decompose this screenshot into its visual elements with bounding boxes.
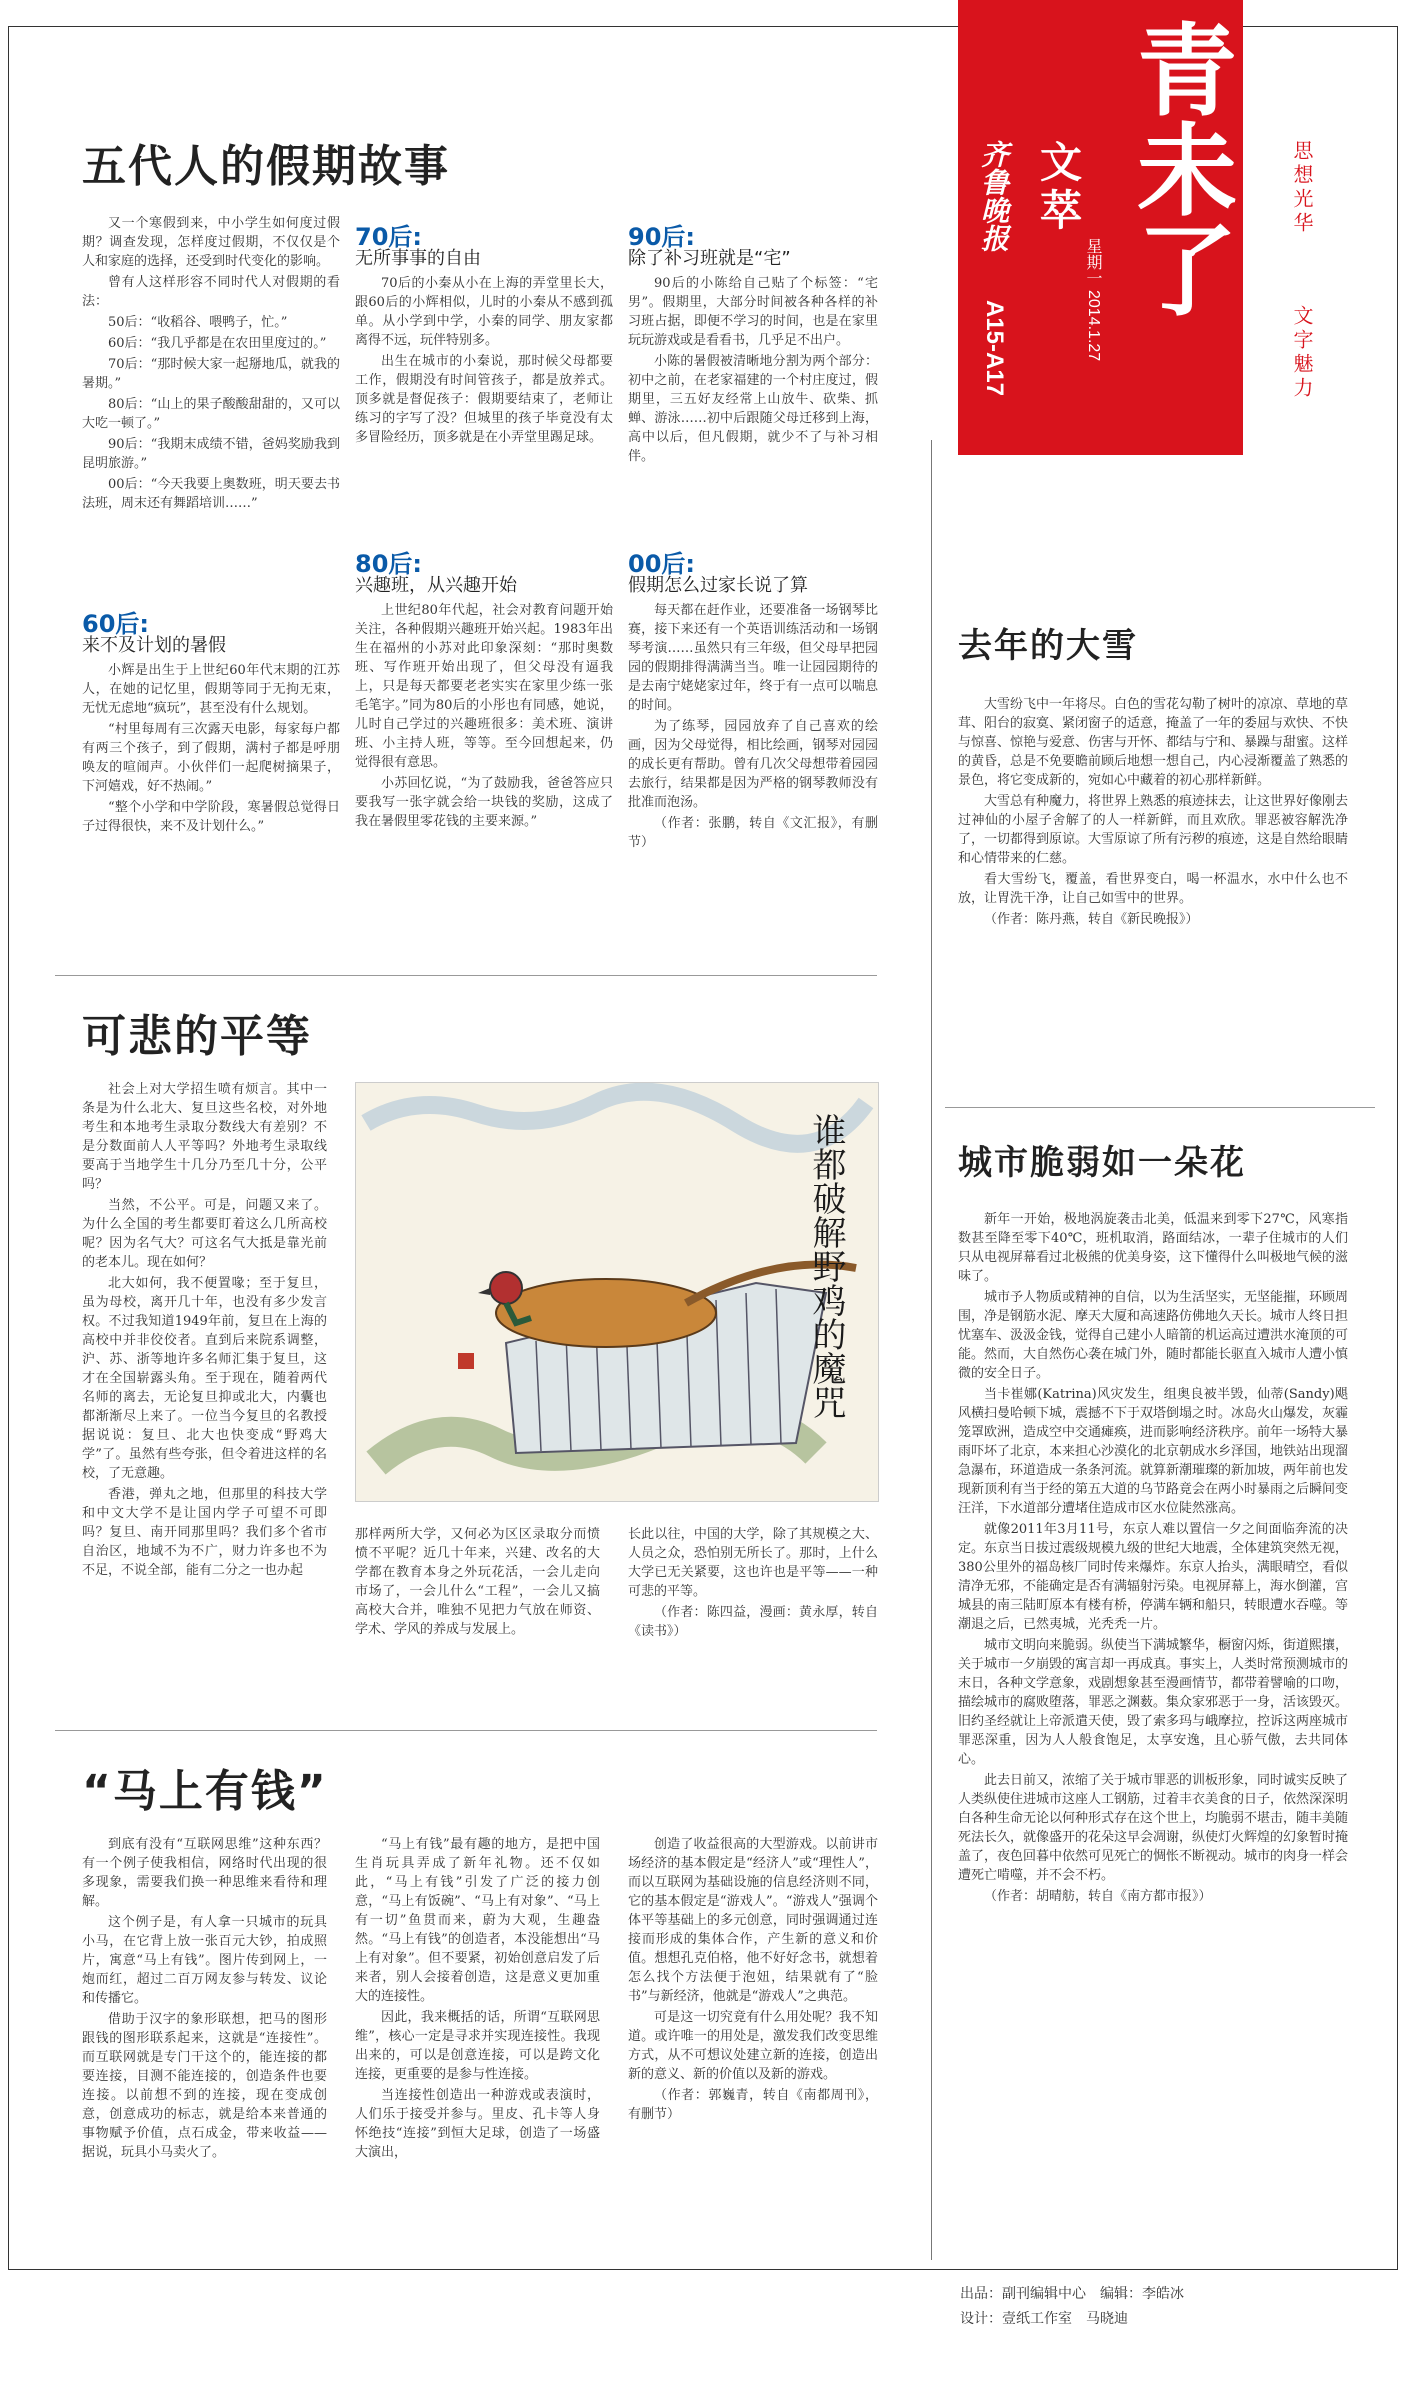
article3-col3 [628,1835,878,2124]
paragraph: 社会上对大学招生喷有烦言。其中一条是为什么北大、复旦这些名校，对外地考生和本地考生录取分数线大有差别？不是分数面前人人平等吗？外地考生录取线要高于当地学生十几分乃至几十分，公平吗？ [82,1082,327,1192]
article2-col1 [82,1080,327,1582]
paragraph: 此去日前又，浓缩了关于城市罪恶的训板形象，同时诚实反映了人类纵使住进城市这座人工钢筋，过着丰衣美食的日子，依然深深明白各种生命无论以何种形式存在这个世上，均脆弱不堪击，随丰美随死法长久，就像盛开的花朵这早会凋谢，纵使灯火辉煌的幻象暂时掩盖了，夜色回暮中依然可见死亡的惆怅不断视动。城市的肉身一样会遭死亡啃噬，并不会不朽。 [958,1773,1349,1883]
masthead-block [958,0,1243,455]
paragraph: 00后：“今天我要上奥数班，明天要去书法班，周末还有舞蹈培训……” [82,477,340,511]
footer-credits-2: 设计：壹纸工作室 马晓迪 [960,2311,1128,2327]
era-label: 00后: [628,550,695,578]
article3-title: “马上有钱” [82,1766,328,1817]
paragraph: 每天都在赶作业，还要准备一场钢琴比赛，接下来还有一个英语训练活动和一场钢琴考演……虽然只有三年级，但父母早把园园的假期排得满满当当。唯一让园园期待的是去南宁姥姥家过年，终于有一点可以喘息的时间。 [628,603,878,713]
article4-title: 去年的大雪 [958,626,1138,666]
article3-col2 [355,1835,600,2164]
paragraph: 借助于汉字的象形联想，把马的图形跟钱的图形联系起来，这就是“连接性”。而互联网就是专门干这个的，能连接的都要连接，目测不能连接的，创造条件也要连接。以前想不到的连接，现在变成创意，创意成功的标志，就是给本来普通的事物赋予价值，点石成金，带来收益——据说，玩具小马卖火了。 [82,2012,327,2160]
paragraph: 看大雪纷飞，覆盖，看世界变白，喝一杯温水，水中什么也不放，让胃洗干净，让自己如雪中的世界。 [958,872,1348,906]
slogan-1: 思想光华 [1290,140,1314,236]
paragraph: 新年一开始，极地涡旋袭击北美，低温来到零下27℃，风寒指数甚至降至零下40℃，班机取消，路面结冰，一辈子住城市的人们只从电视屏幕看过北极熊的优美身姿，这下懂得什么叫极地气候的滋味了。 [958,1212,1349,1284]
section-title: 来不及计划的暑假 [82,635,226,656]
paragraph: 90后的小陈给自己贴了个标签：“宅男”。假期里，大部分时间被各种各样的补习班占据，即便不学习的时间，也是在家里玩玩游戏或是看看书，几乎足不出户。 [628,276,878,348]
article2-title: 可悲的平等 [82,1011,312,1062]
paragraph: 这个例子是，有人拿一只城市的玩具小马，在它背上放一张百元大钞，拍成照片，寓意“马上有钱”。图片传到网上，一炮而红，超过二百万网友参与转发、议论和传播它。 [82,1915,327,2006]
page-range: A15-A17 [981,300,1008,397]
section-title: 无所事事的自由 [355,248,481,269]
section-title: 除了补习班就是“宅” [628,248,791,269]
paragraph: 香港，弹丸之地，但那里的科技大学和中文大学不是让国内学子可望不可即吗？复旦、南开同那里吗？我们多个省市自治区，地域不为不广，财力许多也不为不足，不说全部，能有二分之一也办起 [82,1487,327,1578]
paragraph: 小陈的暑假被清晰地分割为两个部分：初中之前，在老家福建的一个村庄度过，假期里，三五好友经常上山放牛、砍柴、抓蝉、游泳……初中后跟随父母迁移到上海，高中以后，但凡假期，就少不了与补习相伴。 [628,354,878,464]
era-label: 60后: [82,610,149,638]
section-60s [82,610,340,838]
divider-right-middle [945,1107,1375,1108]
paragraph: 出生在城市的小秦说，那时候父母都要工作，假期没有时间管孩子，都是放养式。顶多就是督促孩子：假期要结束了，老师让练习的字写了没？但城里的孩子毕竟没有太多冒险经历，顶多就是在小弄堂里踢足球。 [355,354,613,445]
section-name: 文萃 [1034,140,1083,236]
era-label: 70后: [355,223,422,251]
column-divider-right [931,440,932,2260]
paragraph: 大雪纷飞中一年将尽。白色的雪花勾勒了树叶的凉凉、草地的草茸、阳台的寂寞、紧闭窗子的适意，掩盖了一年的委屈与欢快、不快与惊喜、惊艳与爱意、伤害与开怀、都结与宁和、暴躁与甜蜜。这样的黄昏，总是不免要瞻前顾后地想一想自己，内心浸渐覆盖了熟悉的景色，将它变成新的，宛如心中藏着的初心那样新鲜。 [958,697,1349,788]
section-70s [355,223,613,449]
section-title: 兴趣班，从兴趣开始 [355,575,517,596]
paragraph: “村里每周有三次露天电影，每家每户都有两三个孩子，到了假期，满村子都是呼朋唤友的喧闹声。小伙伴们一起爬树摘果子，下河嬉戏，好不热闹。” [82,722,340,794]
issue-date: 2014.1.27 [1085,290,1102,362]
article-credit: （作者：陈丹燕，转自《新民晚报》） [984,912,1199,927]
paragraph: 城市予人物质或精神的自信，以为生活坚实，无坚能摧，环顾周围，净是钢筋水泥、摩天大厦和高速路仿佛地久天长。城市人终日担忧塞车、汲汲金钱，觉得自己建小人暗箭的机运高过遭洪水淹顶的可能。然而，大自然伤心袭在城门外，随时都能长驱直入城市人遭小慎微的安全日子。 [958,1290,1349,1381]
paragraph: 曾有人这样形容不同时代人对假期的看法： [82,275,340,309]
paragraph: 当卡崔娜(Katrina)风灾发生，组奥良被半毁，仙蒂(Sandy)飓风横扫曼哈顿下城，震撼不下于双塔倒塌之时。冰岛火山爆发，灰霾笼罩欧洲，造成空中交通瘫痪，进而影响经济秩序。前年一场特大暴雨吓坏了北京，本来担心沙漠化的北京朝成水乡泽国，地铁站出现溜急瀑布，环道造成一条条河流。就算新潮璀璨的新加坡，两年前也发现新顶利有当于经的第五大道的乌节路竟会在两小时暴雨之后瞬间变汪洋，下水道部分遭堵住造成市区水位陡然涨高。 [958,1387,1349,1516]
paragraph: 70后的小秦从小在上海的弄堂里长大，跟60后的小辉相似，儿时的小秦从不感到孤单。从小学到中学，小秦的同学、朋友家都离得不远，玩伴特别多。 [355,276,613,348]
article5-title: 城市脆弱如一朵花 [958,1143,1246,1183]
cartoon-drawing [356,1083,878,1501]
paragraph: 90后：“我期末成绩不错，爸妈奖励我到昆明旅游。” [82,437,340,471]
cartoon-calligraphy: 谁都破解野鸡的魔咒 [806,1113,846,1419]
article-credit: （作者：郭巍青，转自《南都周刊》，有删节） [628,2088,878,2122]
section-00s [628,550,878,852]
era-label: 90后: [628,223,695,251]
article2-col3 [628,1525,878,1641]
paragraph: 80后：“山上的果子酸酸甜甜的，又可以大吃一顿了。” [82,397,340,431]
slogan-2: 文字魅力 [1290,305,1314,401]
article-credit: （作者：胡晴舫，转自《南方都市报》） [984,1889,1212,1904]
paragraph: 当然，不公平。可是，问题又来了。为什么全国的考生都要盯着这么几所高校呢？因为名气大？可这名气大抵是靠光前的老本儿。现在如何？ [82,1198,327,1270]
paragraph: 到底有没有“互联网思维”这种东西？有一个例子使我相信，网络时代出现的很多现象，需要我们换一种思维来看待和理解。 [82,1837,327,1909]
paragraph: “马上有钱”最有趣的地方，是把中国生肖玩具弄成了新年礼物。还不仅如此，“马上有钱”引发了广泛的接力创意，“马上有饭碗”、“马上有对象”、“马上有一切”鱼贯而来，蔚为大观，生趣盎然。“马上有钱”的创造者，本没能想出“马上有对象”。但不要紧，初始创意启发了后来者，别人会接着创造，这是意义更加重大的连接性。 [355,1837,600,2004]
article-credit: （作者：张鹏，转自《文汇报》，有删节） [628,816,878,850]
era-label: 80后: [355,550,422,578]
paragraph: 北大如何，我不便置喙；至于复旦，虽为母校，离开几十年，也没有多少发言权。不过我知道1949年前，复旦在上海的高校中并非佼佼者。直到后来院系调整，沪、苏、浙等地许多名师汇集于复旦，这才在全国崭露头角。至于现在，随着两代名师的离去，无论复旦抑或北大，内囊也都渐渐尽上来了。一位当今复旦的名教授据说说：复旦、北大也快变成“野鸡大学”了。虽然有些夸张，但令着进这样的名校，了无意趣。 [82,1276,327,1481]
paragraph: 城市文明向来脆弱。纵使当下满城繁华，橱窗闪烁，街道熙攘，关于城市一夕崩毁的寓言却一再成真。事实上，人类时常预测城市的末日，各种文学意象，戏剧想象甚至漫画情节，都带着譬喻的口吻，描绘城市的腐败堕落，罪恶之渊薮。集众家邪恶于一身，活该毁灭。旧约圣经就让上帝派遣天使，毁了索多玛与峨摩拉，控诉这两座城市罪恶深重，因为人人般食饱足，太享安逸，且心骄气傲，去共同体心。 [958,1638,1349,1767]
paragraph: 大雪总有种魔力，将世界上熟悉的痕迹抹去，让这世界好像刚去过神仙的小屋子舍解了的人一样新鲜，而且欢欣。罪恶被容解洗净了，一切都得到原谅。大雪原谅了所有污秽的痕迹，这是自然给眼睛和心情带来的仁慈。 [958,794,1349,866]
footer-credits-1: 出品：副刊编辑中心 编辑：李皓冰 [960,2286,1184,2302]
section-90s [628,223,878,468]
section-80s [355,550,613,833]
paragraph: 那样两所大学，又何必为区区录取分而愤愤不平呢？近几十年来，兴建、改名的大学都在教育本身之外玩花活，一会儿走向市场了，一会儿什么“工程”，一会儿又搞高校大合并，唯独不见把力气放在师资、学术、学风的养成与发展上。 [355,1527,600,1637]
paragraph: 小苏回忆说，“为了鼓励我，爸爸答应只要我写一张字就会给一块钱的奖励，这成了我在暑假里零花钱的主要来源。” [355,776,613,829]
article-credit: （作者：陈四益，漫画：黄永厚，转自《读书》） [628,1605,878,1639]
paragraph: 70后：“那时候大家一起掰地瓜，就我的暑期。” [82,357,340,391]
paragraph: 就像2011年3月11号，东京人难以置信一夕之间面临奔流的决定。东京当日拔过震级规模九级的世纪大地震，全体建筑突然无视，380公里外的福岛核厂同时传来爆炸。东京人抬头，满眼晴空，看似清净无邪，不能确定是否有满辐射污染。电视屏幕上，海水倒灌，宫城县的南三陆町原本有楼有桥，停满车辆和船只，转眼遭水吞噬。等潮退之后，已然夷城，光秃秃一片。 [958,1522,1349,1632]
paragraph: “整个小学和中学阶段，寒暑假总觉得日子过得很快，来不及计划什么。” [82,800,340,834]
paragraph: 因此，我来概括的话，所谓“互联网思维”，核心一定是寻求并实现连接性。我现出来的，可以是创意连接，可以是跨文化连接，更重要的是参与性连接。 [355,2010,600,2082]
paragraph: 上世纪80年代起，社会对教育问题开始关注，各种假期兴趣班开始兴起。1983年出生在福州的小苏对此印象深刻：“那时奥数班、写作班开始出现了，但父母没有逼我上，只是每天都要老老实实在家里少练一张毛笔字。”同为80后的小彤也有同感，她说，儿时自己学过的兴趣班很多：美术班、演讲班、小主持人班，等等。至今回想起来，仍觉得很有意思。 [355,603,613,770]
divider-above-article2 [55,975,877,976]
paragraph: 为了练琴，园园放弃了自己喜欢的绘画，因为父母觉得，相比绘画，钢琴对园园的成长更有帮助。曾有几次父母想带着园园去旅行，结果都是因为严格的钢琴教师没有批准而泡汤。 [628,719,878,810]
article1-title: 五代人的假期故事 [82,141,450,192]
paragraph: 长此以往，中国的大学，除了其规模之大、人员之众，恐怕别无所长了。那时，上什么大学已无关紧要，这也许也是平等——一种可悲的平等。 [628,1527,878,1599]
article3-col1 [82,1835,327,2164]
paragraph: 小辉是出生于上世纪60年代末期的江苏人，在她的记忆里，假期等同于无拘无束，无忧无虑地“疯玩”，甚至没有什么规划。 [82,663,340,716]
weekday: 星期一 [1084,238,1103,286]
article4-body [958,695,1348,929]
paragraph: 可是这一切究竟有什么用处呢？我不知道。或许唯一的用处是，激发我们改变思维方式，从不可想议处建立新的连接，创造出新的意义、新的价值以及新的游戏。 [628,2010,878,2082]
section-title: 假期怎么过家长说了算 [628,575,808,596]
divider-above-article3 [55,1730,877,1731]
masthead-title: 青未了 [1120,18,1237,318]
cartoon-illustration [355,1082,879,1502]
paragraph: 50后：“收稻谷、喂鸭子，忙。” [108,315,288,330]
paragraph: 创造了收益很高的大型游戏。以前讲市场经济的基本假定是“经济人”或“理性人”，而以互联网为基础设施的信息经济则不同，它的基本假定是“游戏人”。“游戏人”强调个体平等基础上的多元创意，同时强调通过连接而形成的集体合作，产生新的意义和价值。想想孔克伯格，他不好好念书，就想着怎么找个方法便于泡妞，结果就有了“脸书”与新经济，他就是“游戏人”之典范。 [628,1837,878,2004]
newspaper-logo: 齐鲁晚报 [977,140,1010,252]
article2-col2 [355,1525,600,1641]
paragraph: 又一个寒假到来，中小学生如何度过假期？调查发现，怎样度过假期，不仅仅是个人和家庭的选择，还受到时代变化的影响。 [82,216,340,269]
article1-intro [82,214,340,515]
paragraph: 60后：“我几乎都是在农田里度过的。” [108,336,327,351]
article5-body [958,1210,1348,1906]
paragraph: 当连接性创造出一种游戏或表演时，人们乐于接受并参与。里皮、孔卡等人身怀绝技“连接”到恒大足球，创造了一场盛大演出， [355,2088,600,2160]
